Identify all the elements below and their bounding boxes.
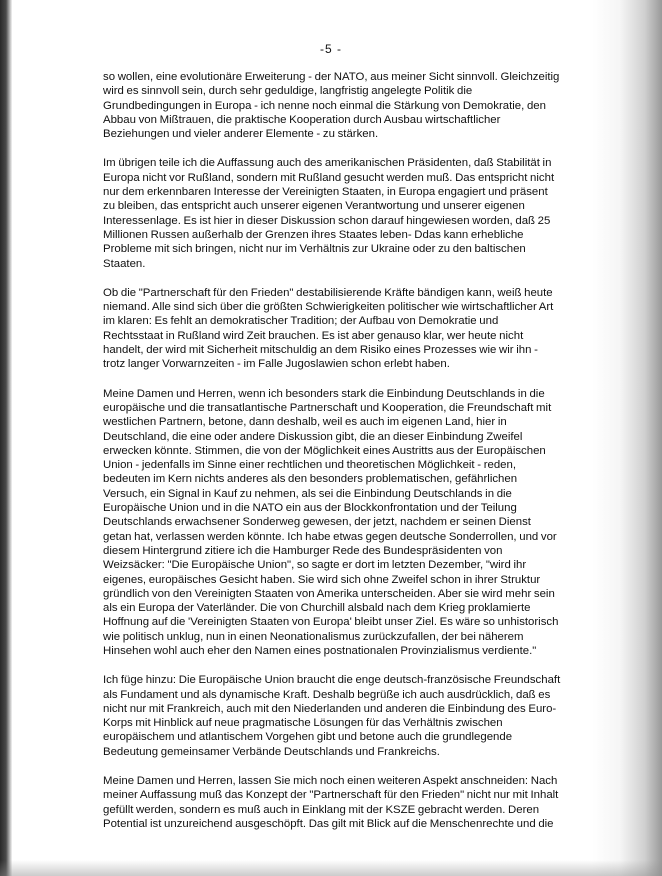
scan-shadow-right	[592, 0, 662, 876]
paragraph-6: Meine Damen und Herren, lassen Sie mich noch einen weiteren Aspekt anschneiden: Nach meiner Auffassung muß das Konzept der "Partnerschaft für den Frieden" nicht nur mit Inhalt gefüllt werden, sondern es muß auch in Einklang mit der KSZE gebracht werden. Deren Potential ist unzureichend ausgeschöpft. Das gilt mit Blick auf die Menschenrechte und die	[103, 775, 559, 830]
page-number: -5 -	[320, 42, 342, 56]
paragraph-5: Ich füge hinzu: Die Europäische Union braucht die enge deutsch-französische Freundschaft als Fundament und als dynamische Kraft. Deshalb begrüße ich auch ausdrücklich, daß es nicht nur mit Frankreich, auch mit den Niederlanden und anderen die Einbindung des Euro-Korps mit Hinblick auf neue pragmatische Lösungen für das Verhältnis zwischen europäischem und atlantischem Vorgehen gibt und betone auch die grundlegende Bedeutung gemeinsamer Verbände Deutschlands und Frankreichs.	[103, 674, 561, 758]
scan-edge-left	[0, 0, 12, 876]
paragraph-3: Ob die "Partnerschaft für den Frieden" destabilisierende Kräfte bändigen kann, weiß heute niemand. Alle sind sich über die größten Schwierigkeiten politischer wie wirtschaftlicher Art im klaren: Es fehlt an demokratischer Tradition; der Aufbau von Demokratie und Rechtsstaat in Rußland wird Zeit brauchen. Es ist aber genauso klar, wer heute nicht handelt, der wird mit Sicherheit mitschuldig an dem Risiko eines Prozesses wie wir ihn - trotz langer Vorwarnzeiten - im Falle Jugoslawien schon erlebt haben.	[103, 286, 554, 371]
paragraph-2: Im übrigen teile ich die Auffassung auch des amerikanischen Präsidenten, daß Stabilität in Europa nicht vor Rußland, sondern mit Rußland gesucht werden muß. Das entspricht nicht nur dem erkennbaren Interesse der Vereinigten Staaten, in Europa engagiert und präsent zu bleiben, das entspricht auch unserer eigenen Verantwortung und unserer eigenen Interessenlage. Es ist hier in dieser Diskussion schon darauf hingewiesen worden, daß 25 Millionen Russen außerhalb der Grenzen ihres Staates leben- Ddas kann erhebliche Probleme mit sich bringen, nicht nur im Verhältnis zur Ukraine oder zu den baltischen Staaten.	[103, 157, 555, 270]
paragraph-1: so wollen, eine evolutionäre Erweiterung - der NATO, aus meiner Sicht sinnvoll. Gleichzeitig wird es sinnvoll sein, durch sehr geduldige, langfristig angelegte Politik die Grundbedingungen in Europa - ich nenne noch einmal die Stärkung von Demokratie, den Abbau von Mißtrauen, die praktische Kooperation durch Ausbau wirtschaftlicher Beziehungen und vieler anderer Elemente - zu stärken.	[103, 71, 560, 141]
scan-shadow-bottom	[0, 860, 662, 876]
paragraph-4: Meine Damen und Herren, wenn ich besonders stark die Einbindung Deutschlands in die europäische und die transatlantische Partnerschaft und Kooperation, die Freundschaft mit westlichen Partnern, betone, dann deshalb, weil es auch im eigenen Land, hier in Deutschland, die eine oder andere Diskussion gibt, die an dieser Einbindung Zweifel erwecken könnte. Stimmen, die von der Möglichkeit eines Austritts aus der Europäischen Union - jedenfalls im Sinne einer rechtlichen und theoretischen Möglichkeit - reden, bedeuten im Kern nichts anderes als den besonders problematischen, gefährlichen Versuch, ein Signal in Kauf zu nehmen, als sei die Einbindung Deutschlands in die Europäische Union und in die NATO ein aus der Blockkonfrontation und der Teilung Deutschlands erwachsener Sonderweg gewesen, der jetzt, nachdem er seinen Dienst getan hat, verlassen werden könnte. Ich habe etwas gegen deutsche Sonderrollen, und vor diesem Hintergrund zitiere ich die Hamburger Rede des Bundespräsidenten von Weizsäcker: "Die Europäische Union", so sagte er dort im letzten Dezember, "wird ihr eigenes, europäisches Gesicht haben. Sie wird sich ohne Zweifel schon in ihrer Struktur gründlich von den Vereinigten Staaten von Amerika unterscheiden. Aber sie wird mehr sein als ein Europa der Vaterländer. Die von Churchill alsbald nach dem Krieg proklamierte Hoffnung auf die 'Vereinigten Staaten von Europa' bleibt unser Ziel. Es wäre so unhistorisch wie politisch unklug, nun in einen Neonationalismus zurückzufallen, der bei näherem Hinsehen wohl auch eher den Namen eines postnationalen Provinzialismus verdiente."	[103, 387, 559, 657]
document-body	[103, 70, 561, 846]
